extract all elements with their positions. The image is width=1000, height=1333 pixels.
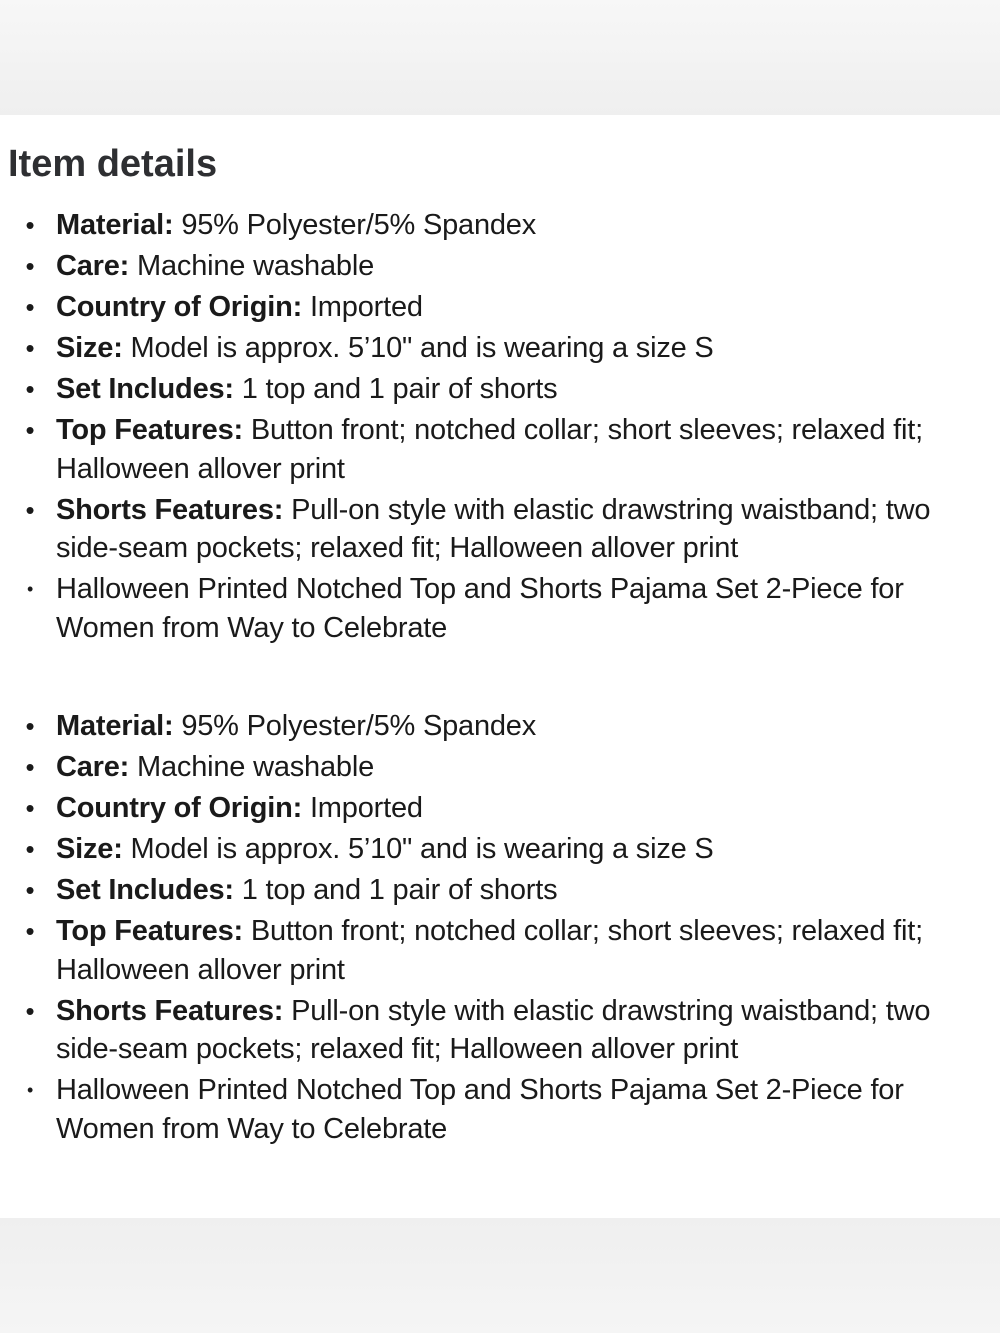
detail-label: Shorts Features: — [56, 994, 284, 1027]
bullet-icon: • — [25, 210, 35, 240]
detail-value: Machine washable — [137, 250, 375, 282]
detail-label: Set Includes: — [56, 874, 234, 906]
detail-value: Imported — [309, 291, 423, 323]
bullet-icon: • — [26, 1080, 34, 1100]
detail-label: Country of Origin: — [56, 291, 303, 323]
detail-item-description — [0, 570, 1000, 647]
bullet-icon: • — [25, 752, 35, 782]
detail-value: Halloween Printed Notched Top and Shorts Pajama Set 2-Piece for Women from Way to Celebrate — [56, 1074, 904, 1145]
bullet-icon: • — [25, 916, 35, 946]
bullet-icon: • — [25, 333, 35, 363]
bottom-background-band — [0, 1218, 1000, 1333]
detail-value: Button front; notched collar; short sleeves; relaxed fit; Halloween allover print — [56, 915, 923, 986]
detail-value: Imported — [309, 792, 423, 824]
detail-value: Model is approx. 5’10" and is wearing a size S — [130, 833, 714, 865]
bullet-icon: • — [25, 251, 35, 281]
detail-item-top-features — [0, 912, 1000, 989]
detail-label: Care: — [56, 250, 130, 282]
detail-item-material — [0, 206, 1000, 245]
detail-label: Top Features: — [56, 414, 243, 446]
detail-label: Shorts Features: — [56, 493, 284, 526]
bullet-icon: • — [25, 415, 35, 445]
detail-item-size — [0, 329, 1000, 368]
detail-value: 1 top and 1 pair of shorts — [241, 373, 558, 405]
detail-label: Material: — [56, 710, 174, 742]
detail-label: Care: — [56, 751, 130, 783]
detail-value: 95% Polyester/5% Spandex — [181, 209, 537, 241]
detail-item-origin — [0, 288, 1000, 327]
bullet-icon: • — [25, 494, 35, 525]
detail-item-care — [0, 247, 1000, 286]
detail-value: Button front; notched collar; short sleeves; relaxed fit; Halloween allover print — [56, 414, 923, 485]
detail-label: Size: — [56, 833, 123, 865]
detail-item-size — [0, 830, 1000, 869]
detail-item-description — [0, 1071, 1000, 1148]
detail-label: Material: — [56, 209, 174, 241]
detail-label: Size: — [56, 332, 123, 364]
detail-value: 1 top and 1 pair of shorts — [241, 874, 558, 906]
bullet-icon: • — [25, 711, 35, 741]
detail-value: Pull-on style with elastic drawstring waistband; two side-seam pockets; relaxed fit; Halloween allover print — [56, 994, 931, 1065]
section-heading: Item details — [8, 143, 218, 185]
detail-item-set — [0, 370, 1000, 409]
detail-value: Pull-on style with elastic drawstring waistband; two side-seam pockets; relaxed fit; Halloween allover print — [56, 493, 931, 564]
detail-item-shorts-features — [0, 992, 1000, 1069]
bullet-icon: • — [25, 374, 35, 404]
detail-label: Top Features: — [56, 915, 243, 947]
top-background-band — [0, 0, 1000, 115]
detail-item-care — [0, 748, 1000, 787]
detail-value: Model is approx. 5’10" and is wearing a size S — [130, 332, 714, 364]
details-list-1 — [0, 206, 1000, 650]
detail-value: Halloween Printed Notched Top and Shorts Pajama Set 2-Piece for Women from Way to Celebrate — [56, 573, 904, 644]
bullet-icon: • — [25, 793, 35, 823]
detail-item-set — [0, 871, 1000, 910]
bullet-icon: • — [25, 834, 35, 864]
details-list-2 — [0, 707, 1000, 1151]
bullet-icon: • — [25, 995, 35, 1026]
detail-item-material — [0, 707, 1000, 746]
bullet-icon: • — [25, 292, 35, 322]
detail-value: 95% Polyester/5% Spandex — [181, 710, 537, 742]
detail-label: Country of Origin: — [56, 792, 303, 824]
bullet-icon: • — [25, 875, 35, 905]
detail-item-shorts-features — [0, 491, 1000, 568]
detail-item-origin — [0, 789, 1000, 828]
detail-value: Machine washable — [137, 751, 375, 783]
detail-label: Set Includes: — [56, 373, 234, 405]
bullet-icon: • — [26, 579, 34, 599]
detail-item-top-features — [0, 411, 1000, 488]
